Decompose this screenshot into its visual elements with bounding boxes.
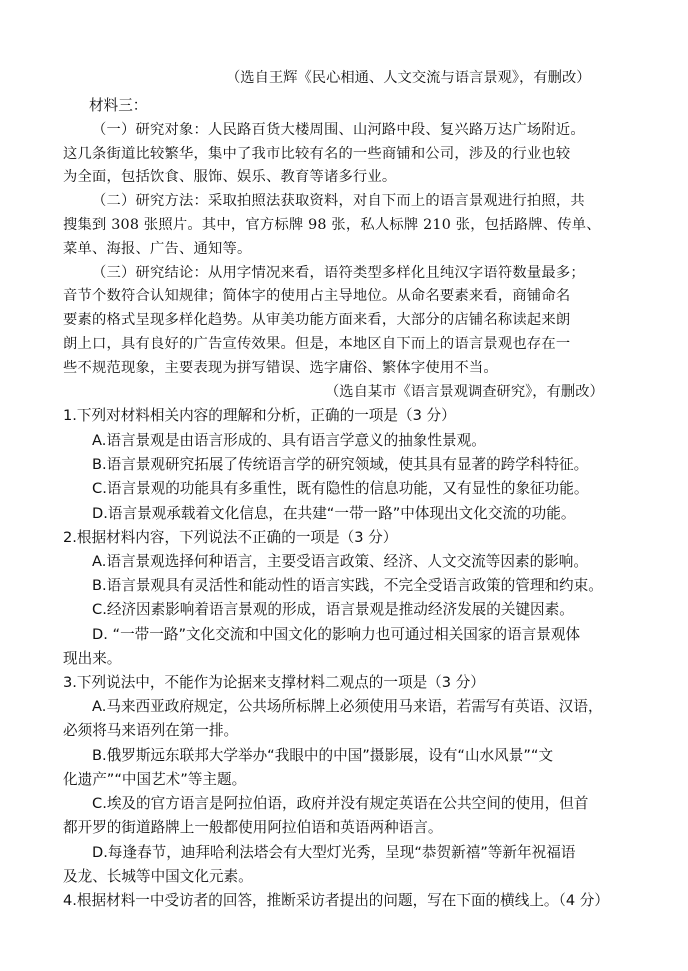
- material-3-line: 朗上口，具有良好的广告宣传效果。但是，本地区自下而上的语言景观也存在一: [63, 336, 571, 352]
- question-2-option-a: A.语言景观选择何种语言，主要受语言政策、经济、人文交流等因素的影响。: [92, 553, 588, 570]
- question-2-option-b: B.语言景观具有灵活性和能动性的语言实践，不完全受语言政策的管理和约束。: [92, 577, 603, 594]
- question-3-option-c: C.埃及的官方语言是阿拉伯语，政府并没有规定英语在公共空间的使用，但首: [92, 795, 589, 812]
- material-3-line: 要素的格式呈现多样化趋势。从审美功能方面来看，大部分的店铺名称读起来朗: [63, 312, 571, 328]
- question-2-option-c: C.经济因素影响着语言景观的形成，语言景观是推动经济发展的关键因素。: [92, 601, 574, 618]
- question-2-stem: 2.根据材料内容，下列说法不正确的一项是（3 分）: [63, 529, 398, 546]
- question-1-option-b: B.语言景观研究拓展了传统语言学的研究领域，使其具有显著的跨学科特征。: [92, 456, 589, 473]
- question-3-option-d: D.每逢春节，迪拜哈利法塔会有大型灯光秀，呈现“恭贺新禧”等新年祝福语: [92, 844, 576, 861]
- question-3-option-a-cont: 必须将马来语列在第一排。: [63, 722, 239, 739]
- material-3-line: 些不规范现象，主要表现为拼写错误、选字庸俗、繁体字使用不当。: [63, 360, 498, 376]
- material-3-heading: 材料三：: [89, 97, 148, 114]
- question-3-option-b: B.俄罗斯远东联邦大学举办“我眼中的中国”摄影展，设有“山水风景”“文: [92, 747, 554, 764]
- material-3-line: （二）研究方法：采取拍照法获取资料，对自下而上的语言景观进行拍照，共: [92, 193, 585, 209]
- question-2-option-d-cont: 现出来。: [63, 650, 122, 667]
- question-3-option-a: A.马来西亚政府规定，公共场所标牌上必须使用马来语，若需写有英语、汉语，: [92, 698, 603, 715]
- material-3-line: （三）研究结论：从用字情况来看，语符类型多样化且纯汉字语符数量最多；: [92, 265, 585, 281]
- source-citation-2: （选自某市《语言景观调查研究》，有删改）: [325, 384, 604, 400]
- question-3-option-c-cont: 都开罗的街道路牌上一般都使用阿拉伯语和英语两种语言。: [63, 819, 443, 836]
- question-4-stem: 4.根据材料一中受访者的回答，推断采访者提出的问题，写在下面的横线上。（4 分）: [63, 892, 609, 909]
- question-3-stem: 3.下列说法中，不能作为论据来支撑材料二观点的一项是（3 分）: [63, 674, 485, 691]
- question-1-stem: 1.下列对材料相关内容的理解和分析，正确的一项是（3 分）: [63, 407, 456, 424]
- question-1-option-c: C.语言景观的功能具有多重性，既有隐性的信息功能，又有显性的象征功能。: [92, 480, 589, 497]
- material-3-line: （一）研究对象：人民路百货大楼周围、山河路中段、复兴路万达广场附近。: [92, 122, 585, 138]
- question-1-option-d: D.语言景观承载着文化信息，在共建“一带一路”中体现出文化交流的功能。: [92, 505, 576, 522]
- material-3-line: 搜集到 308 张照片。其中，官方标牌 98 张，私人标牌 210 张，包括路牌、传单、: [63, 217, 601, 233]
- material-3-line: 音节个数符合认知规律；简体字的使用占主导地位。从命名要素来看，商铺命名: [63, 288, 571, 304]
- source-citation-1: （选自王辉《民心相通、人文交流与语言景观》，有删改）: [226, 70, 591, 86]
- material-3-line: 菜单、海报、广告、通知等。: [63, 241, 252, 257]
- question-3-option-b-cont: 化遗产”“中国艺术”等主题。: [63, 771, 247, 788]
- material-3-line: 这几条街道比较繁华，集中了我市比较有名的一些商铺和公司，涉及的行业也较: [63, 146, 571, 162]
- material-3-line: 为全面，包括饮食、服饰、娱乐、教育等诸多行业。: [63, 169, 397, 185]
- question-3-option-d-cont: 及龙、长城等中国文化元素。: [63, 868, 253, 885]
- question-1-option-a: A.语言景观是由语言形成的、具有语言学意义的抽象性景观。: [92, 432, 486, 449]
- question-2-option-d: D. “一带一路”文化交流和中国文化的影响力也可通过相关国家的语言景观体: [92, 626, 581, 643]
